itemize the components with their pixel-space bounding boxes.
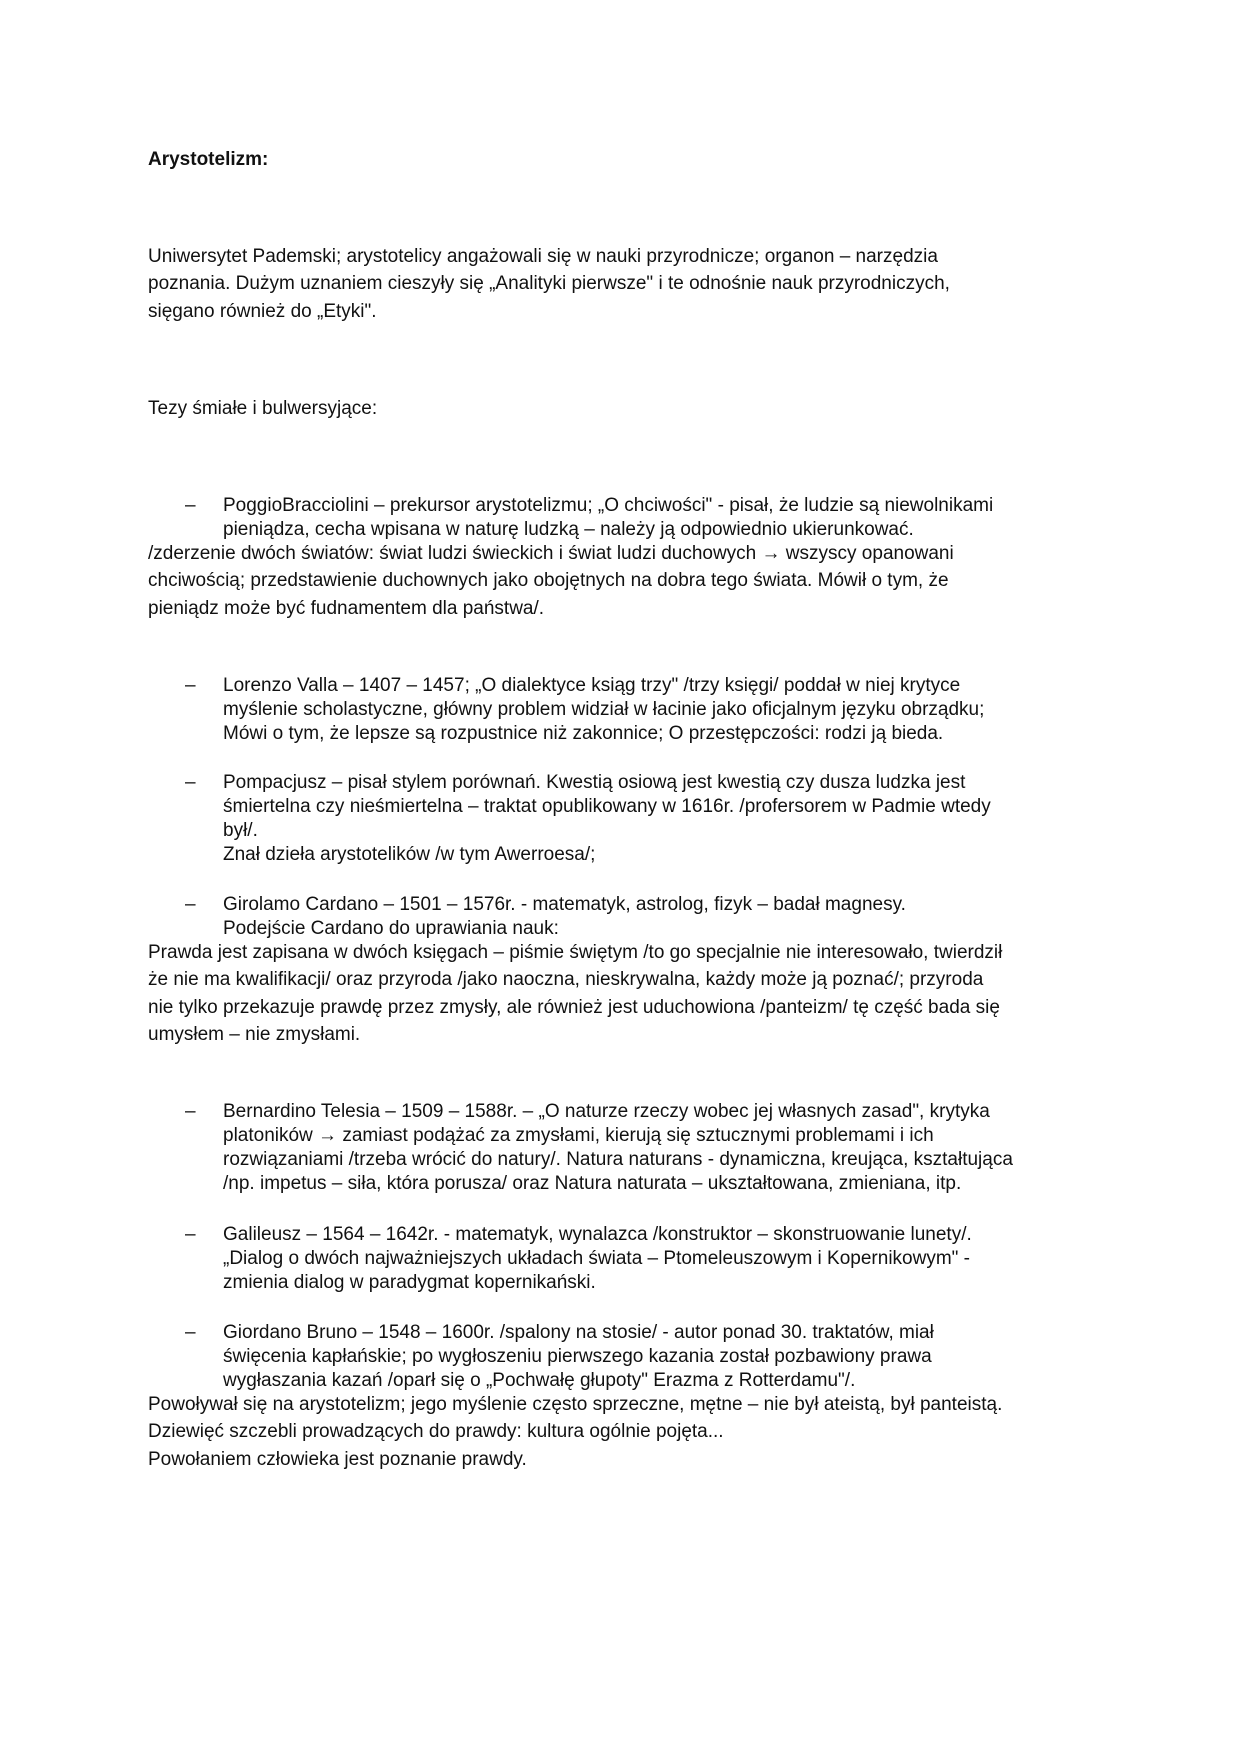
intro-line-2: poznania. Dużym uznaniem cieszyły się „Analityki pierwsze" i te odnośnie nauk przyrodniczych, [148, 273, 950, 294]
pompacjusz-bullet-line-4: Znał dzieła arystotelików /w tym Awerroesa/; [223, 844, 596, 865]
section-heading: Tezy śmiałe i bulwersyjące: [148, 398, 378, 419]
bruno-continuation-line-3: Powołaniem człowieka jest poznanie prawdy. [148, 1449, 527, 1470]
document-title: Arystotelizm: [148, 149, 269, 170]
bruno-bullet-line-2: święcenia kapłańskie; po wygłoszeniu pierwszego kazania został pozbawiony prawa [223, 1346, 932, 1367]
cardano-bullet-line-1: Girolamo Cardano – 1501 – 1576r. - matematyk, astrolog, fizyk – badał magnesy. [223, 894, 906, 915]
cardano-continuation-line-1: Prawda jest zapisana w dwóch księgach – piśmie świętym /to go specjalnie nie interesowało, twierdził [148, 942, 1003, 963]
intro-line-3: sięgano również do „Etyki". [148, 301, 377, 322]
poggio-bullet-line-1: PoggioBracciolini – prekursor arystotelizmu; „O chciwości" - pisał, że ludzie są niewolnikami [223, 495, 994, 516]
telesia-bullet-line-3: rozwiązaniami /trzeba wrócić do natury/. Natura naturans - dynamiczna, kreująca, kształtująca [223, 1149, 1013, 1170]
cardano-continuation-line-4: umysłem – nie zmysłami. [148, 1024, 361, 1045]
poggio-continuation-line-1: /zderzenie dwóch światów: świat ludzi świeckich i świat ludzi duchowych → wszyscy opanowani [148, 543, 954, 564]
valla-bullet-line-3: Mówi o tym, że lepsze są rozpustnice niż zakonnice; O przestępczości: rodzi ją bieda. [223, 723, 944, 744]
pompacjusz-bullet-line-3: był/. [223, 820, 258, 841]
galileusz-bullet-line-3: zmienia dialog w paradygmat kopernikański. [223, 1272, 596, 1293]
telesia-bullet-line-2: platoników → zamiast podążać za zmysłami, kierują się sztucznymi problemami i ich [223, 1125, 934, 1146]
valla-bullet-line-2: myślenie scholastyczne, główny problem widział w łacinie jako oficjalnym języku obrządku; [223, 699, 985, 720]
bullet-dash-pompacjusz: – [185, 772, 196, 793]
poggio-continuation-line-3: pieniądz może być fudnamentem dla państwa/. [148, 598, 545, 619]
bruno-continuation-line-2: Dziewięć szczebli prowadzących do prawdy: kultura ogólnie pojęta... [148, 1421, 724, 1442]
galileusz-bullet-line-2: „Dialog o dwóch najważniejszych układach świata – Ptomeleuszowym i Kopernikowym" - [223, 1248, 971, 1269]
telesia-bullet-line-1: Bernardino Telesia – 1509 – 1588r. – „O naturze rzeczy wobec jej własnych zasad", krytyka [223, 1101, 990, 1122]
pompacjusz-bullet-line-1: Pompacjusz – pisał stylem porównań. Kwestią osiową jest kwestią czy dusza ludzka jest [223, 772, 966, 793]
bullet-dash-cardano: – [185, 894, 196, 915]
valla-bullet-line-1: Lorenzo Valla – 1407 – 1457; „O dialektyce ksiąg trzy" /trzy księgi/ poddał w niej krytyce [223, 675, 961, 696]
pompacjusz-bullet-line-2: śmiertelna czy nieśmiertelna – traktat opublikowany w 1616r. /profersorem w Padmie wtedy [223, 796, 991, 817]
poggio-continuation-line-2: chciwością; przedstawienie duchownych jako obojętnych na dobra tego świata. Mówił o tym, że [148, 570, 949, 591]
intro-line-1: Uniwersytet Pademski; arystotelicy angażowali się w nauki przyrodnicze; organon – narzędzia [148, 246, 938, 267]
bruno-bullet-line-1: Giordano Bruno – 1548 – 1600r. /spalony na stosie/ - autor ponad 30. traktatów, miał [223, 1322, 934, 1343]
cardano-continuation-line-3: nie tylko przekazuje prawdę przez zmysły, ale również jest uduchowiona /panteizm/ tę część bada się [148, 997, 1000, 1018]
bullet-dash-bruno: – [185, 1322, 196, 1343]
bullet-dash-poggio: – [185, 495, 196, 516]
bullet-dash-galileusz: – [185, 1224, 196, 1245]
bruno-continuation-line-1: Powoływał się na arystotelizm; jego myślenie często sprzeczne, mętne – nie był ateistą, był panteistą. [148, 1394, 1003, 1415]
galileusz-bullet-line-1: Galileusz – 1564 – 1642r. - matematyk, wynalazca /konstruktor – skonstruowanie lunety/. [223, 1224, 972, 1245]
telesia-bullet-line-4: /np. impetus – siła, która porusza/ oraz Natura naturata – ukształtowana, zmieniana, itp. [223, 1173, 962, 1194]
bullet-dash-valla: – [185, 675, 196, 696]
bullet-dash-telesia: – [185, 1101, 196, 1122]
cardano-bullet-line-2: Podejście Cardano do uprawiania nauk: [223, 918, 559, 939]
bruno-bullet-line-3: wygłaszania kazań /oparł się o „Pochwałę głupoty" Erazma z Rotterdamu"/. [223, 1370, 856, 1391]
cardano-continuation-line-2: że nie ma kwalifikacji/ oraz przyroda /jako naoczna, nieskrywalna, każdy może ją poznać/; przyroda [148, 969, 984, 990]
poggio-bullet-line-2: pieniądza, cecha wpisana w naturę ludzką – należy ją odpowiednio ukierunkować. [223, 519, 914, 540]
